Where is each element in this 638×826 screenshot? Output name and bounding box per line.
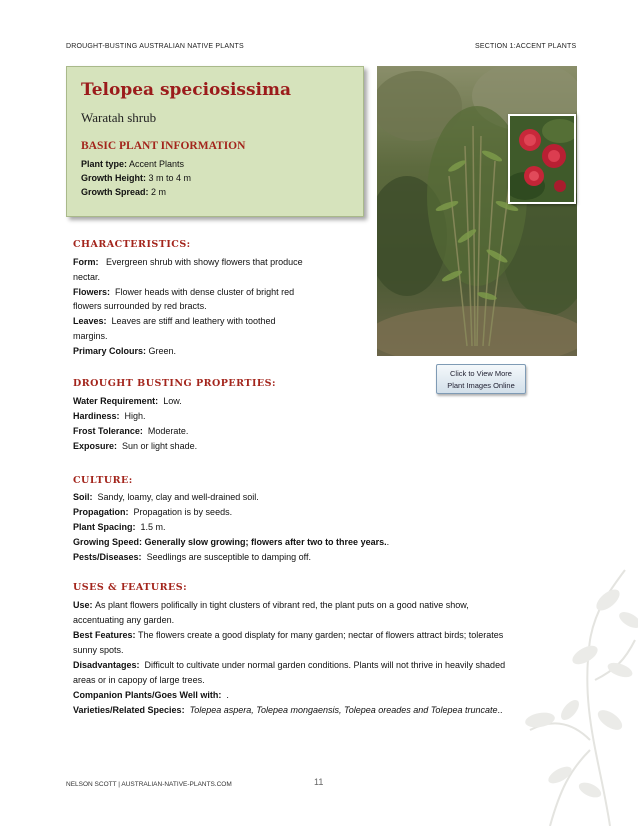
spacing-value: 1.5 m. xyxy=(140,522,166,532)
soil-label: Soil: xyxy=(73,492,93,502)
uses-heading: USES & FEATURES: xyxy=(73,582,188,593)
running-header-left: DROUGHT-BUSTING AUSTRALIAN NATIVE PLANTS xyxy=(66,43,244,50)
plant-type-line xyxy=(81,159,184,169)
exposure-line xyxy=(73,440,197,452)
best-features-label: Best Features: xyxy=(73,630,136,640)
form-value: Evergreen shrub with showy flowers that produce xyxy=(106,257,303,267)
leaves-line xyxy=(73,315,276,327)
companion-label: Companion Plants/Goes Well with: xyxy=(73,690,222,700)
leaf-ornament-decoration xyxy=(490,560,638,826)
speed-tail: . xyxy=(386,537,390,547)
culture-heading: CULTURE: xyxy=(73,475,133,486)
colours-line xyxy=(73,345,176,357)
growth-spread-line xyxy=(81,187,166,197)
hardiness-line xyxy=(73,410,146,422)
form-line xyxy=(73,256,303,268)
varieties-tail: .. xyxy=(497,705,503,715)
best-features-value: The flowers create a good displaty for many garden; nectar of flowers attract birds; tolerates xyxy=(138,630,504,640)
use-label: Use: xyxy=(73,600,93,610)
footer-author: NELSON SCOTT | AUSTRALIAN-NATIVE-PLANTS.COM xyxy=(66,781,232,788)
speed-value: Generally slow growing; flowers after two to three years. xyxy=(144,537,387,547)
speed-line xyxy=(73,536,389,548)
best-features-line-2: sunny spots. xyxy=(73,645,124,655)
disadvantages-line xyxy=(73,659,505,671)
flowers-line xyxy=(73,286,294,298)
pests-value: Seedlings are susceptible to damping off. xyxy=(146,552,312,562)
companion-value: . xyxy=(226,690,229,700)
varieties-label: Varieties/Related Species: xyxy=(73,705,185,715)
spacing-line xyxy=(73,521,166,533)
form-label: Form: xyxy=(73,257,99,267)
running-header-right: SECTION 1:ACCENT PLANTS xyxy=(475,43,577,50)
shrub-photo-image xyxy=(377,66,577,356)
disadvantages-label: Disadvantages: xyxy=(73,660,140,670)
flower-inset-photo xyxy=(508,114,576,204)
growth-spread-value: 2 m xyxy=(151,187,167,197)
basic-info-heading: BASIC PLANT INFORMATION xyxy=(81,140,246,152)
use-value: As plant flowers polifically in tight clusters of vibrant red, the plant puts on a good native show, xyxy=(95,600,469,610)
frost-line xyxy=(73,425,188,437)
colours-label: Primary Colours: xyxy=(73,346,147,356)
growth-height-label: Growth Height: xyxy=(81,173,146,183)
varieties-line xyxy=(73,704,503,716)
plant-type-label: Plant type: xyxy=(81,159,128,169)
water-value: Low. xyxy=(163,396,182,406)
use-line xyxy=(73,599,469,611)
growth-spread-label: Growth Spread: xyxy=(81,187,149,197)
view-more-line-2: Plant Images Online xyxy=(447,381,515,390)
speed-label: Growing Speed: xyxy=(73,537,143,547)
varieties-value: Tolepea aspera, Tolepea mongaensis, Tolepea oreades and Tolepea truncate xyxy=(189,705,498,715)
pests-label: Pests/Diseases: xyxy=(73,552,142,562)
plant-type-value: Accent Plants xyxy=(129,159,185,169)
growth-height-line xyxy=(81,173,191,183)
flowers-label: Flowers: xyxy=(73,287,111,297)
disadvantages-line-2: areas or in capopy of large trees. xyxy=(73,675,205,685)
frost-value: Moderate. xyxy=(147,426,189,436)
plant-photo xyxy=(377,66,577,356)
colours-value: Green. xyxy=(148,346,177,356)
leaves-label: Leaves: xyxy=(73,316,107,326)
soil-value: Sandy, loamy, clay and well-drained soil. xyxy=(97,492,259,502)
view-more-line-1: Click to View More xyxy=(450,369,512,378)
form-line-2: nectar. xyxy=(73,272,101,282)
characteristics-heading: CHARACTERISTICS: xyxy=(73,239,191,250)
propagation-label: Propagation: xyxy=(73,507,129,517)
plant-latin-name: Telopea speciosissima xyxy=(81,80,292,100)
hardiness-value: High. xyxy=(124,411,146,421)
plant-info-box xyxy=(66,66,364,217)
use-line-2: accentuating any garden. xyxy=(73,615,175,625)
plant-common-name: Waratah shrub xyxy=(81,110,157,125)
page-number: 11 xyxy=(314,777,324,787)
drought-heading: DROUGHT BUSTING PROPERTIES: xyxy=(73,378,276,389)
exposure-value: Sun or light shade. xyxy=(122,441,198,451)
waratah-flower-image xyxy=(510,116,574,202)
propagation-value: Propagation is by seeds. xyxy=(133,507,233,517)
pests-line xyxy=(73,551,311,563)
flowers-line-2: flowers surrounded by red bracts. xyxy=(73,301,207,311)
hardiness-label: Hardiness: xyxy=(73,411,120,421)
leaves-line-2: margins. xyxy=(73,331,108,341)
spacing-label: Plant Spacing: xyxy=(73,522,136,532)
leaves-value: Leaves are stiff and leathery with toothed xyxy=(111,316,276,326)
view-more-images-button[interactable] xyxy=(436,364,526,394)
disadvantages-value: Difficult to cultivate under normal garden conditions. Plants will not thrive in heavily shaded xyxy=(144,660,506,670)
best-features-line xyxy=(73,629,503,641)
water-label: Water Requirement: xyxy=(73,396,159,406)
frost-label: Frost Tolerance: xyxy=(73,426,143,436)
exposure-label: Exposure: xyxy=(73,441,118,451)
flowers-value: Flower heads with dense cluster of bright red xyxy=(115,287,295,297)
growth-height-value: 3 m to 4 m xyxy=(148,173,192,183)
soil-line xyxy=(73,491,259,503)
propagation-line xyxy=(73,506,232,518)
companion-line xyxy=(73,689,229,701)
water-line xyxy=(73,395,182,407)
